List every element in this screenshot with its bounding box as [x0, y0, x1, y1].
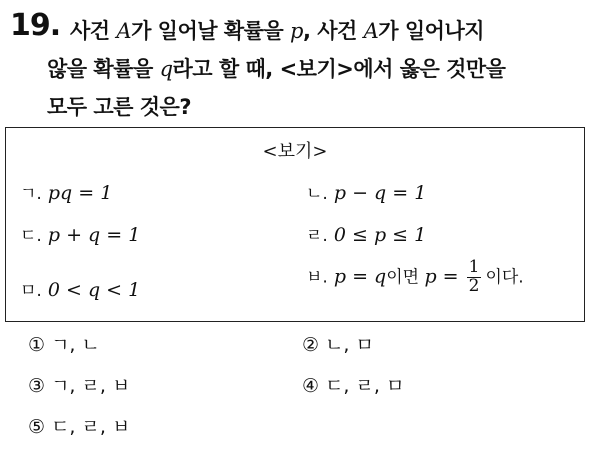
math-variable: q [159, 57, 173, 81]
item-expression: p = q [333, 265, 387, 288]
question-line-3: 모두 고른 것은? [47, 95, 192, 119]
item-text: 이다. [485, 267, 524, 288]
question-line-1 [70, 15, 484, 45]
item-text: 이면 [386, 267, 425, 288]
choice-5[interactable]: ⑤ ㄷ, ㄹ, ㅂ [28, 416, 131, 438]
fraction [467, 259, 482, 296]
item-expression: pq = 1 [47, 182, 113, 204]
question-text: 않을 확률을 [47, 57, 160, 81]
item-expression: p + q = 1 [47, 224, 141, 246]
question-text: 라고 할 때, <보기>에서 옳은 것만을 [172, 57, 506, 81]
bogi-box [5, 127, 585, 322]
item-label: ㄷ. [20, 226, 42, 246]
question-text: 사건 [70, 19, 117, 43]
question-line-2 [47, 53, 505, 83]
bogi-item-bieup [306, 259, 524, 296]
item-expression: p = [424, 265, 459, 288]
question-number: 19. [10, 8, 61, 43]
choice-4[interactable]: ④ ㄷ, ㄹ, ㅁ [302, 375, 405, 397]
bogi-item-mieum [20, 276, 140, 301]
choice-3[interactable]: ③ ㄱ, ㄹ, ㅂ [28, 375, 131, 397]
item-label: ㅂ. [306, 267, 328, 288]
question-text: 가 일어날 확률을 [131, 19, 290, 43]
item-expression: 0 < q < 1 [47, 279, 141, 301]
item-expression: p − q = 1 [333, 182, 427, 204]
math-variable: p [290, 19, 303, 43]
bogi-title: <보기> [262, 141, 328, 162]
item-label: ㄴ. [306, 184, 328, 204]
bogi-item-digeut [20, 221, 140, 246]
choice-2[interactable]: ② ㄴ, ㅁ [302, 334, 374, 356]
bogi-item-nieun [306, 179, 426, 204]
question-text: 가 일어나지 [378, 19, 485, 43]
math-variable: A [363, 19, 379, 43]
bogi-item-giyeok [20, 179, 112, 204]
item-label: ㄱ. [20, 184, 42, 204]
fraction-numerator: 1 [468, 257, 480, 277]
bogi-item-rieul [306, 221, 426, 246]
question-text: , 사건 [302, 19, 364, 43]
item-expression: 0 ≤ p ≤ 1 [333, 224, 427, 246]
choice-1[interactable]: ① ㄱ, ㄴ [28, 334, 100, 356]
item-label: ㄹ. [306, 226, 328, 246]
item-label: ㅁ. [20, 281, 42, 301]
fraction-denominator: 2 [468, 275, 480, 296]
math-variable: A [116, 19, 132, 43]
